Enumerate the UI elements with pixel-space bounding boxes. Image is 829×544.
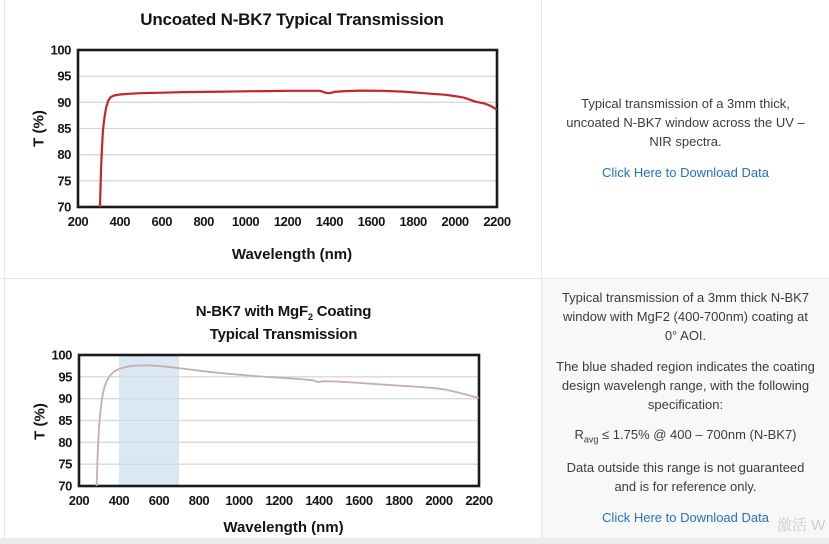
svg-text:1400: 1400 [315,214,344,229]
left-border-divider [4,0,5,544]
svg-text:90: 90 [57,94,71,110]
coated-y-axis-label: T (%) [31,403,49,440]
svg-text:95: 95 [58,369,72,385]
uncoated-chart-title: Uncoated N-BK7 Typical Transmission [140,10,444,29]
svg-text:400: 400 [109,214,131,229]
svg-text:100: 100 [51,347,72,363]
svg-text:1000: 1000 [231,214,260,229]
svg-text:600: 600 [148,493,170,508]
uncoated-x-axis-label: Wavelength (nm) [231,246,353,263]
svg-text:600: 600 [151,214,173,229]
svg-text:200: 200 [68,493,90,508]
coated-chart-panel [5,279,541,538]
svg-text:1800: 1800 [385,493,413,508]
svg-text:90: 90 [58,391,72,407]
coated-chart-title: N-BK7 with MgF$_2$ Coating Typical Transmission [195,303,372,343]
coating-region-note: The blue shaded region indicates the coating design wavelengh range, with the following specification: [556,358,815,412]
svg-text:70: 70 [57,199,71,215]
svg-text:80: 80 [58,434,72,450]
column-divider [541,0,542,544]
uncoated-download-data-link[interactable]: Click Here to Download Data [602,164,769,180]
uncoated-description-panel [542,0,829,278]
svg-text:2000: 2000 [441,214,469,229]
uncoated-y-axis-label: T (%) [30,110,48,147]
coated-description-panel [542,279,829,538]
coated-transmission-chart [5,279,541,517]
svg-text:1600: 1600 [357,214,385,229]
bottom-edge-strip [0,538,829,544]
svg-text:200: 200 [67,214,89,229]
svg-text:2000: 2000 [425,493,453,508]
svg-text:1200: 1200 [265,493,293,508]
svg-text:1600: 1600 [345,493,373,508]
uncoated-transmission-chart [5,0,541,240]
svg-text:85: 85 [57,121,71,136]
svg-text:95: 95 [57,68,71,84]
coated-description-text: Typical transmission of a 3mm thick N-BK7 window with MgF2 (400-700nm) coating at 0° AOI. [561,290,810,344]
svg-text:100: 100 [50,42,71,58]
svg-text:800: 800 [188,493,210,508]
svg-text:80: 80 [57,147,71,163]
svg-text:1200: 1200 [273,214,302,229]
svg-text:75: 75 [58,456,72,472]
svg-text:85: 85 [58,413,72,428]
svg-text:1400: 1400 [305,493,333,508]
uncoated-description-text: Typical transmission of a 3mm thick, uncoated N-BK7 window across the UV – NIR spectra. [566,96,805,149]
activate-windows-watermark: 激活 W [777,517,826,534]
svg-text:1000: 1000 [225,493,253,508]
svg-text:70: 70 [58,478,72,494]
row-divider [0,278,829,279]
svg-text:1800: 1800 [399,214,427,229]
svg-text:2200: 2200 [483,214,511,229]
svg-text:75: 75 [57,173,71,189]
coating-specification: $R_{avg} \le 1.75\%$ @ 400 – 700nm (N-BK7) [574,427,797,446]
coated-download-data-link[interactable]: Click Here to Download Data [602,509,769,525]
svg-text:800: 800 [193,214,214,229]
uncoated-chart-panel [5,0,541,278]
coated-x-axis-label: Wavelength (nm) [223,519,344,536]
reference-disclaimer: Data outside this range is not guaranteed and is for reference only. [566,460,805,494]
svg-text:2200: 2200 [465,493,493,508]
svg-text:400: 400 [108,493,130,508]
